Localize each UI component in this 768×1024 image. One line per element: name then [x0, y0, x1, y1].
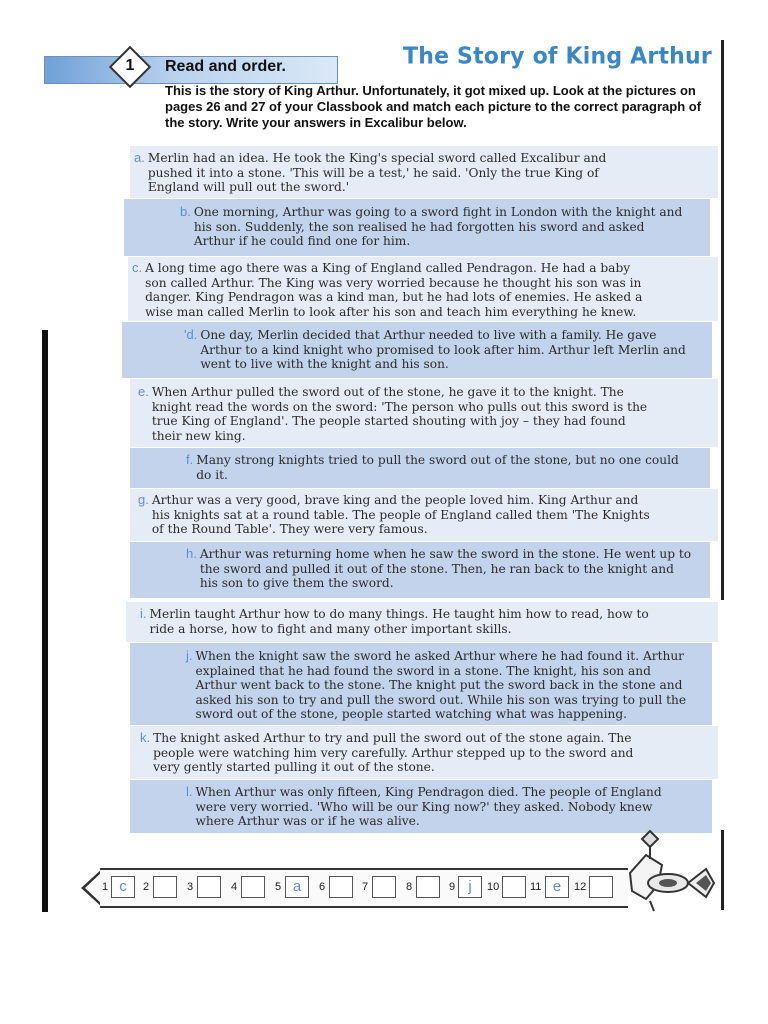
paragraph-text: When the knight saw the sword he asked Arthur where he had found it. Arthur explained that he had found the sword in a stone. The knight, his son and Arthur went back to the stone. The knight put the sword back in the stone and asked his son to try and pull the sword out. While his son was trying to pull the sword out of the stone, people started watching what was happening.	[195, 649, 687, 722]
answer-slot-7	[362, 876, 398, 898]
answer-box[interactable]	[241, 876, 265, 898]
paragraph-text: When Arthur was only fifteen, King Pendragon died. The people of England were very worried. 'Who will be our King now?' they asked. Nobody knew where Arthur was or if he was alive.	[195, 785, 662, 829]
answer-number: 8	[406, 881, 413, 893]
answer-slot-2	[143, 876, 179, 898]
answer-slot-1	[102, 876, 136, 898]
paragraph-text: A long time ago there was a King of England called Pendragon. He had a baby son called Arthur. The King was very worried because he thought his son was in danger. King Pendragon was a kind man, but he had lots of enemies. He asked a wise man called Merlin to look after his son and teach him everything he knew.	[145, 261, 643, 319]
paragraph-text: When Arthur pulled the sword out of the stone, he gave it to the knight. The knight read the words on the sword: 'The person who pulls out this sword is the true King of England'. The people started shouting with joy – they had found their new king.	[151, 385, 648, 443]
answer-box[interactable]	[329, 876, 353, 898]
answer-box[interactable]: c	[111, 876, 135, 898]
answer-slot-4	[231, 876, 267, 898]
answer-slot-6	[319, 876, 355, 898]
paragraph-letter: a.	[134, 150, 145, 165]
paragraph-h	[130, 542, 710, 598]
exercise-number: 1	[125, 57, 135, 74]
paragraph-b	[124, 199, 710, 256]
paragraph-letter: j.	[186, 648, 193, 663]
paragraph-k	[130, 726, 718, 779]
exercise-label: Read and order.	[165, 58, 286, 75]
paragraph-text: One morning, Arthur was going to a sword fight in London with the knight and his son. Suddenly, the son realised he had forgotten his sword and asked Arthur if he could find one for him.	[193, 205, 683, 249]
page-edge-right	[721, 40, 724, 600]
paragraph-g	[130, 489, 718, 541]
answer-number: 5	[275, 881, 282, 893]
paragraph-letter: 'd.	[184, 327, 198, 342]
paragraph-c	[128, 257, 718, 321]
paragraph-letter: i.	[140, 606, 147, 621]
answer-number: 11	[530, 881, 542, 893]
answer-number: 9	[449, 881, 456, 893]
answer-box[interactable]	[416, 876, 440, 898]
paragraph-i	[126, 602, 718, 642]
answer-box[interactable]	[153, 876, 177, 898]
answer-number: 3	[187, 881, 194, 893]
paragraph-letter: k.	[140, 730, 151, 745]
answer-box[interactable]: j	[458, 876, 482, 898]
paragraph-text: Arthur was returning home when he saw the sword in the stone. He went up to the sword and pulled it out of the stone. Then, he ran back to the knight and his son to give them the sword.	[199, 547, 692, 591]
answer-slot-9	[449, 876, 485, 898]
paragraph-text: Merlin had an idea. He took the King's special sword called Excalibur and pushed it into a stone. 'This will be a test,' he said. 'Only the true King of England will pull out the sword.'	[147, 151, 607, 195]
answer-number: 7	[362, 881, 369, 893]
paragraph-text: Many strong knights tried to pull the sword out of the stone, but no one could do it.	[196, 453, 679, 482]
answer-slot-11	[530, 876, 570, 898]
paragraph-letter: c.	[132, 260, 143, 275]
paragraph-letter: l.	[186, 784, 193, 799]
paragraph-a	[130, 146, 718, 198]
answer-number: 6	[319, 881, 326, 893]
page-edge-left	[42, 330, 48, 912]
answer-slot-10	[487, 876, 529, 898]
paragraph-d	[122, 322, 712, 378]
paragraph-letter: e.	[138, 384, 149, 399]
answer-box[interactable]	[502, 876, 526, 898]
answer-number: 2	[143, 881, 150, 893]
answer-box[interactable]	[197, 876, 221, 898]
answer-number: 12	[574, 881, 587, 893]
paragraph-letter: h.	[186, 546, 197, 561]
answer-number: 4	[231, 881, 238, 893]
paragraph-letter: f.	[186, 452, 194, 467]
answer-slot-5	[275, 876, 311, 898]
answer-box[interactable]: a	[285, 876, 309, 898]
paragraph-e	[130, 379, 718, 447]
answer-box[interactable]: e	[545, 876, 569, 898]
paragraph-f	[130, 448, 710, 488]
answer-number: 1	[102, 881, 109, 893]
story-title: The Story of King Arthur	[403, 43, 712, 70]
paragraph-text: Arthur was a very good, brave king and the people loved him. King Arthur and his knights sat at a round table. The people of England called them 'The Knights of the Round Table'. They were very famous.	[151, 493, 650, 537]
sword-hilt-decoration	[610, 825, 726, 913]
paragraph-letter: b.	[180, 204, 191, 219]
paragraph-text: One day, Merlin decided that Arthur needed to live with a family. He gave Arthur to a kind knight who promised to look after him. Arthur left Merlin and went to live with the knight and his son.	[200, 328, 686, 372]
paragraph-j	[130, 643, 712, 725]
paragraph-text: Merlin taught Arthur how to do many things. He taught him how to read, how to ride a horse, how to fight and many other important skills.	[149, 607, 649, 636]
instructions: This is the story of King Arthur. Unfortunately, it got mixed up. Look at the pictures on pages 26 and 27 of your Classbook and match each picture to the correct paragraph of the story. Write your answers in Excalibur below.	[165, 83, 702, 130]
answer-slot-8	[406, 876, 442, 898]
answer-box[interactable]	[372, 876, 396, 898]
paragraph-text: The knight asked Arthur to try and pull the sword out of the stone again. The people were watching him very carefully. Arthur stepped up to the sword and very gently started pulling it out of the stone.	[153, 731, 634, 775]
paragraph-letter: g.	[138, 492, 149, 507]
answer-number: 10	[487, 881, 500, 893]
answer-slot-3	[187, 876, 223, 898]
